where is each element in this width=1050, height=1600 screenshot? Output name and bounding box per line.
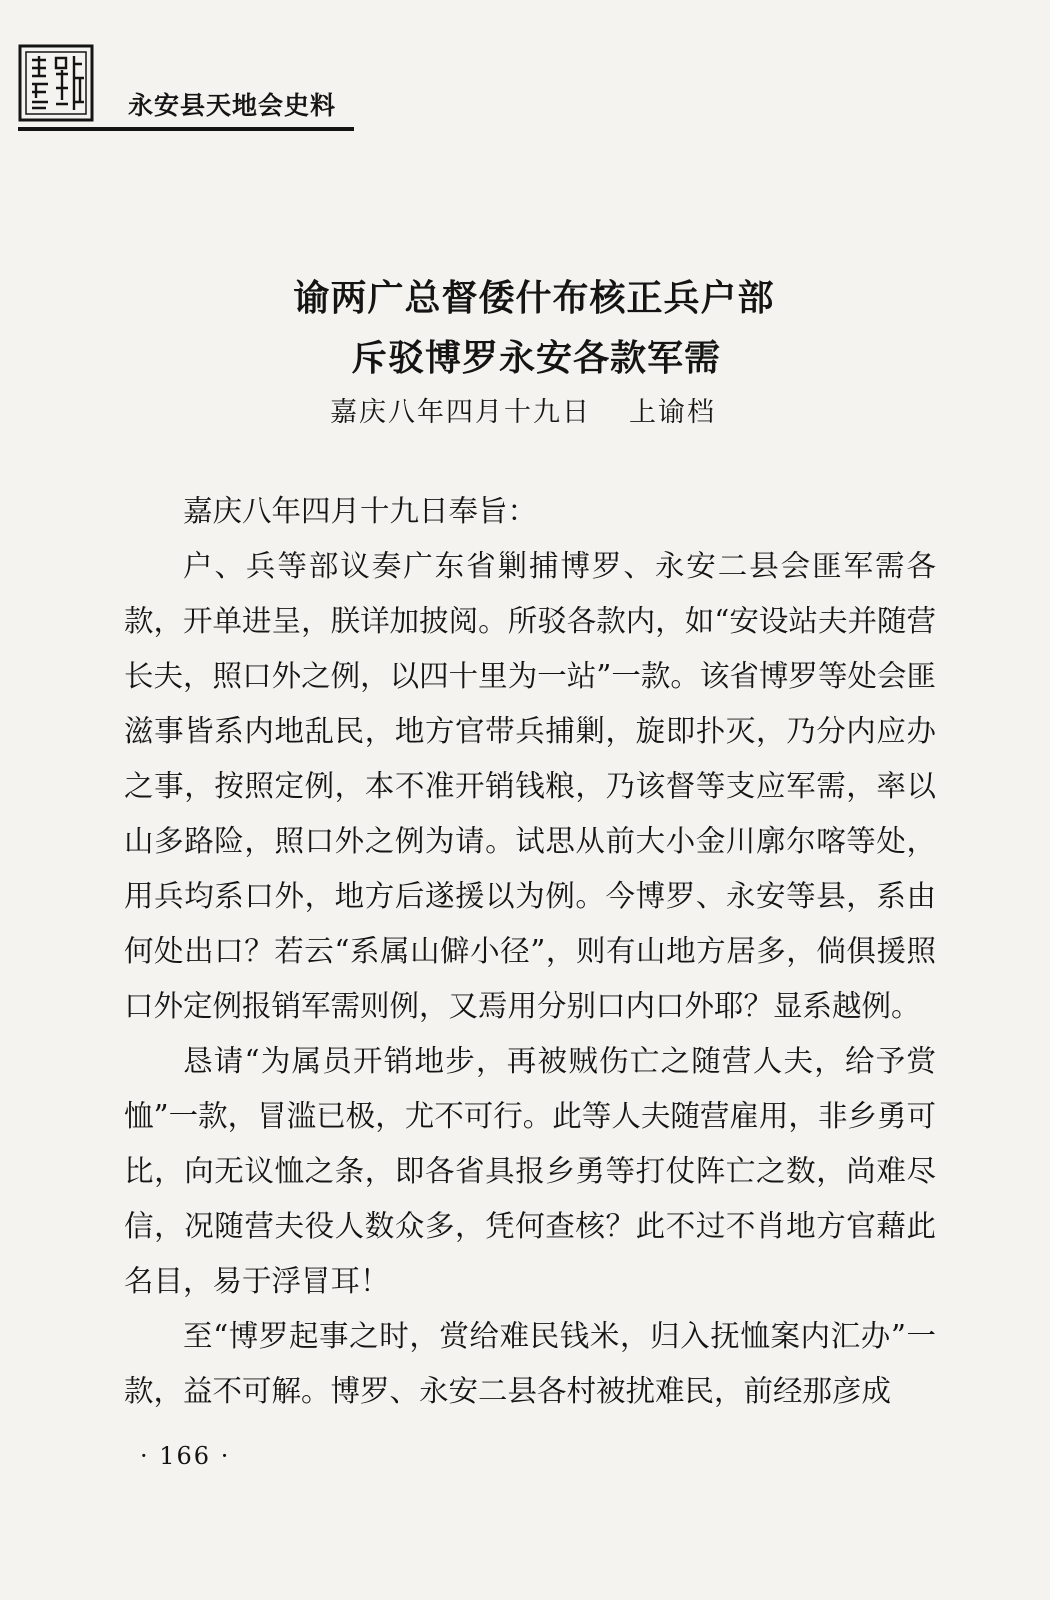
header-rule (18, 127, 354, 131)
body-text (124, 484, 936, 1419)
document-title-line-1: 谕两广总督倭什布核正兵户部 (293, 278, 775, 319)
document-date: 嘉庆八年四月十九日 (330, 397, 591, 428)
page-number: · 166 · (140, 1442, 231, 1470)
paragraph: 恳请“为属员开销地步，再被贼伤亡之随营人夫，给予赏恤”一款，冒滥已极，尤不可行。此等人夫随营雇用，非乡勇可比，向无议恤之条，即各省具报乡勇等打仗阵亡之数，尚难尽信，况随营夫役人数众多，凭何查核？此不过不肖地方官藉此名目，易于浮冒耳！ (124, 1044, 936, 1298)
paragraph: 至“博罗起事之时，赏给难民钱米，归入抚恤案内汇办”一款，益不可解。博罗、永安二县各村被扰难民，前经那彦成 (124, 1319, 936, 1408)
document-title-line-2: 斥驳博罗永安各款军需 (350, 338, 721, 379)
running-head: 永安县天地会史料 (128, 91, 337, 120)
dateline (330, 390, 716, 429)
paragraph: 户、兵等部议奏广东省剿捕博罗、永安二县会匪军需各款，开单进呈，朕详加披阅。所驳各款内，如“安设站夫并随营长夫，照口外之例，以四十里为一站”一款。该省博罗等处会匪滋事皆系内地乱民，地方官带兵捕剿，旋即扑灭，乃分内应办之事，按照定例，本不准开销钱粮，乃该督等支应军需，率以山多路险，照口外之例为请。试思从前大小金川廓尔喀等处，用兵均系口外，地方后遂援以为例。今博罗、永安等县，系由何处出口？若云“系属山僻小径”，则有山地方居多，倘俱援照口外定例报销军需则例，又焉用分别口内口外耶？显系越例。 (124, 549, 936, 1023)
paragraph: 嘉庆八年四月十九日奉旨： (183, 494, 538, 528)
seal-stamp-icon (18, 44, 94, 122)
document-source: 上谕档 (629, 397, 716, 428)
